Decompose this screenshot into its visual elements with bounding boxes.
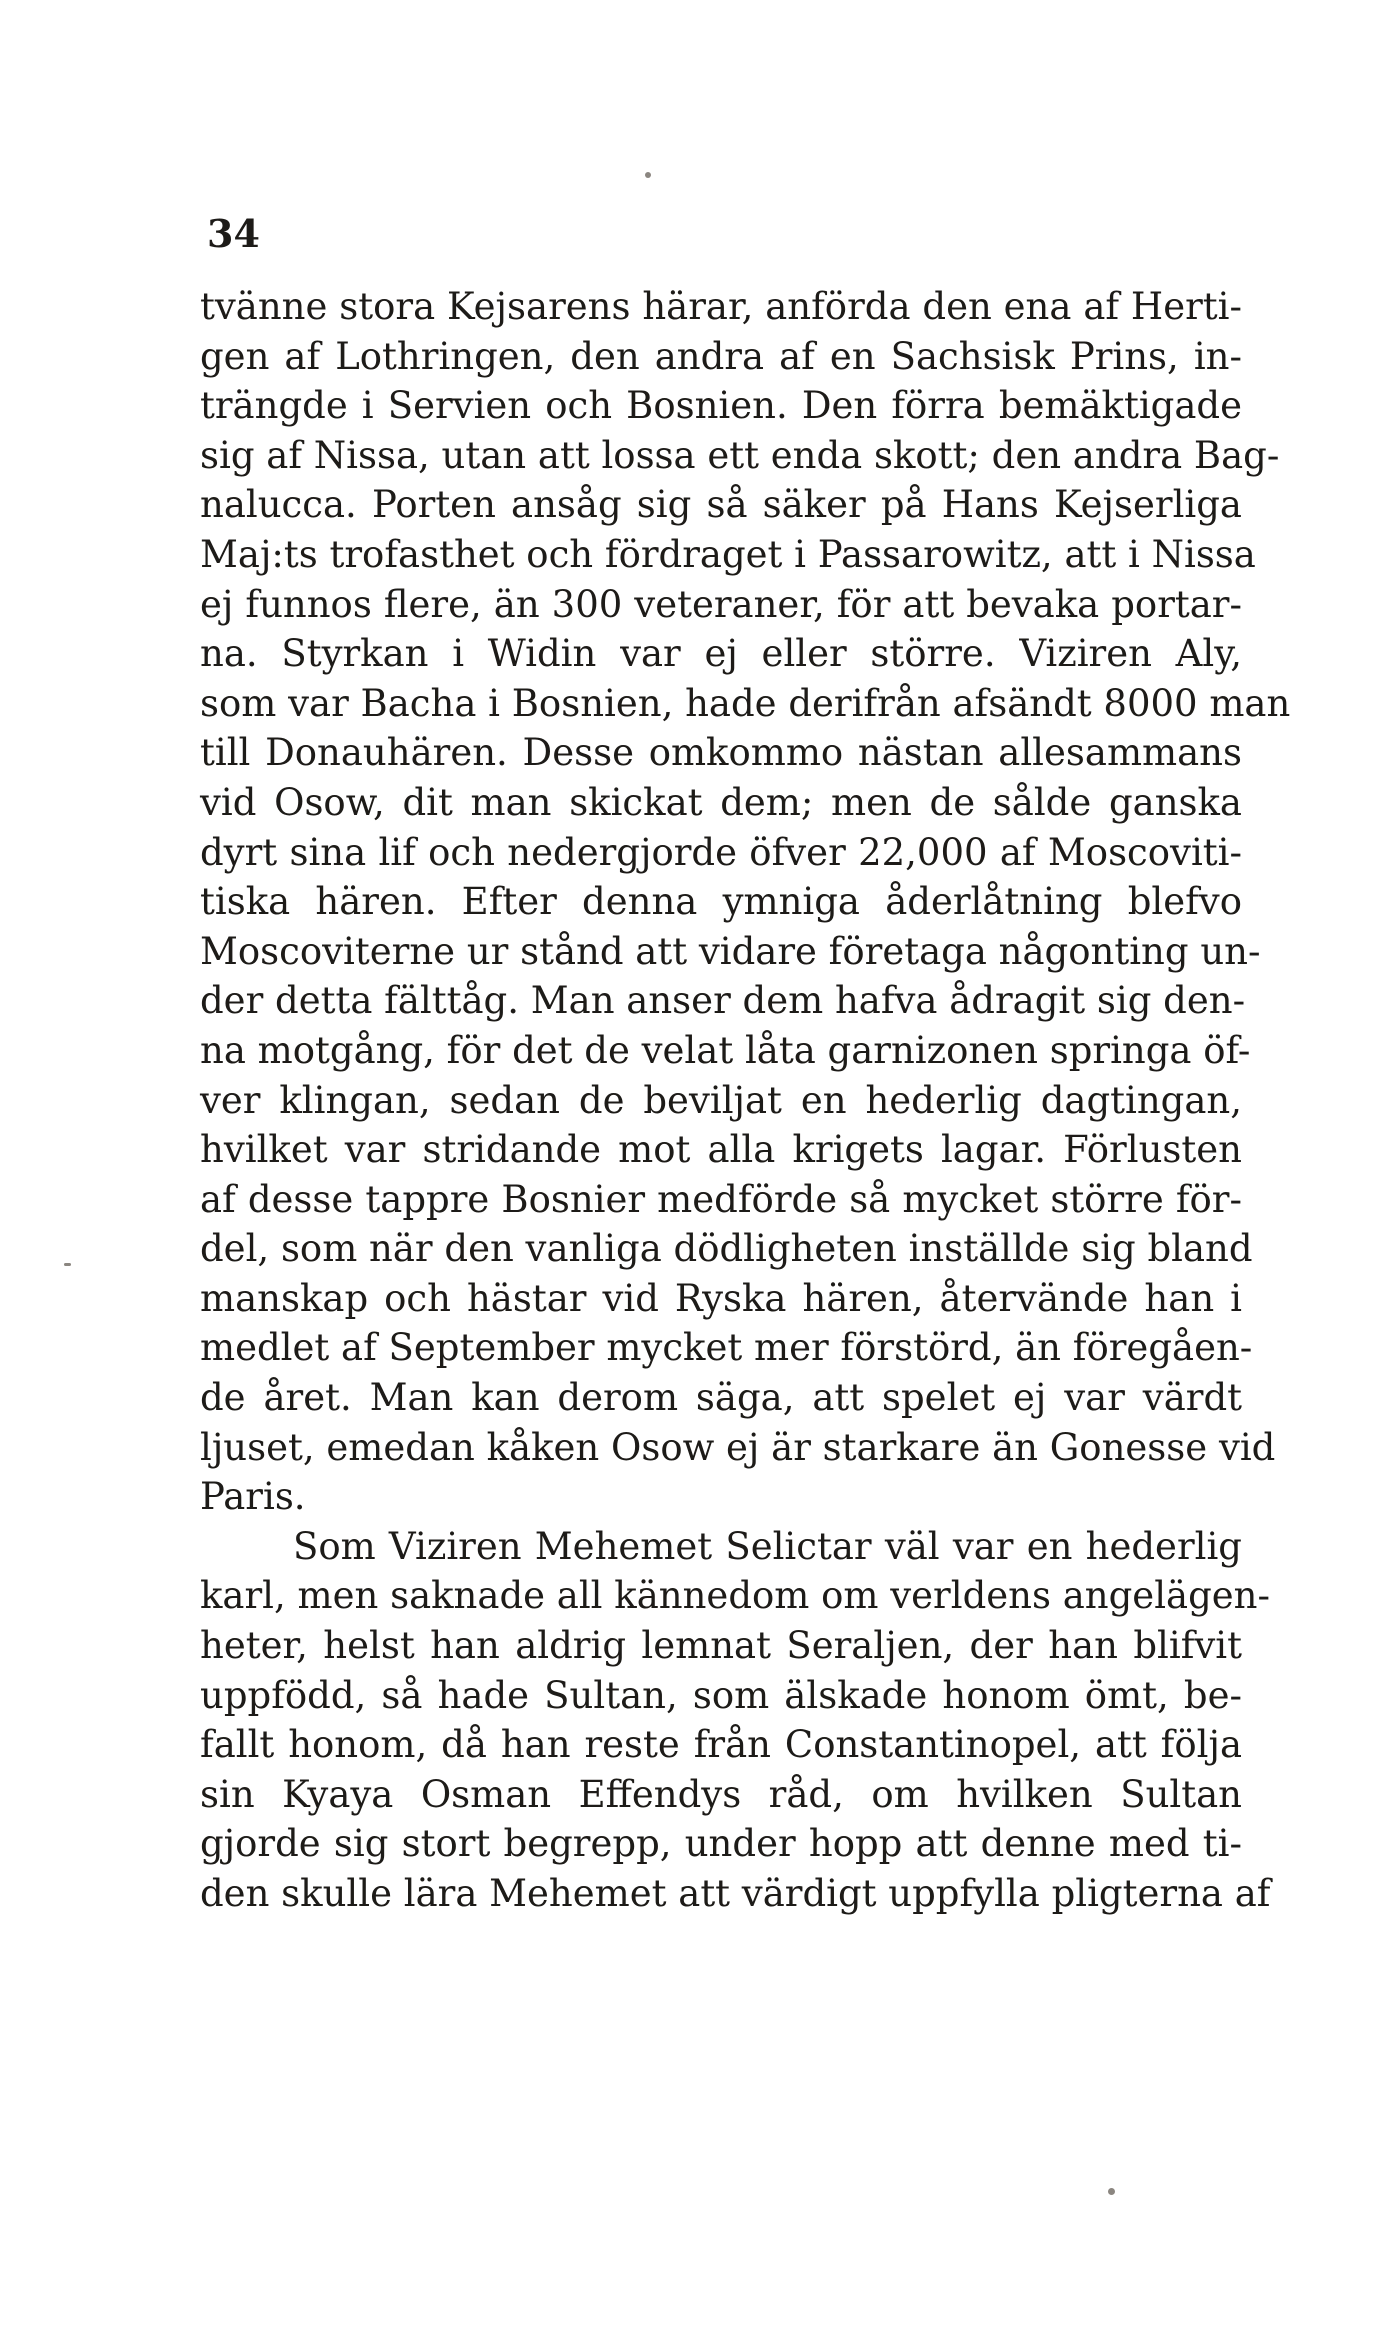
text-line: till Donauhären. Desse omkommo nästan allesammans bbox=[200, 731, 1242, 775]
text-line: medlet af September mycket mer förstörd, än föregåen- bbox=[200, 1326, 1253, 1370]
paragraph-1 bbox=[200, 282, 1291, 1522]
text-line: gen af Lothringen, den andra af en Sachsisk Prins, in- bbox=[200, 334, 1242, 378]
text-line: hvilket var stridande mot alla krigets lagar. Förlusten bbox=[200, 1128, 1242, 1172]
scan-speck bbox=[1108, 2188, 1115, 2195]
page-number: 34 bbox=[207, 211, 260, 256]
text-line: sig af Nissa, utan att lossa ett enda skott; den andra Bag- bbox=[200, 433, 1280, 477]
text-line: Som Viziren Mehemet Selictar väl var en hederlig bbox=[293, 1524, 1242, 1568]
text-line: manskap och hästar vid Ryska hären, återvände han i bbox=[200, 1276, 1242, 1320]
text-line: karl, men saknade all kännedom om verldens angelägen- bbox=[200, 1574, 1271, 1618]
scan-speck bbox=[645, 172, 651, 178]
text-line: na motgång, för det de velat låta garnizonen springa öf- bbox=[200, 1028, 1251, 1072]
text-line: ljuset, emedan kåken Osow ej är starkare än Gonesse vid bbox=[200, 1425, 1276, 1469]
text-line: na. Styrkan i Widin var ej eller större. Viziren Aly, bbox=[200, 632, 1242, 676]
text-line: fallt honom, då han reste från Constantinopel, att följa bbox=[200, 1723, 1242, 1767]
text-line: som var Bacha i Bosnien, hade derifrån afsändt 8000 man bbox=[200, 681, 1291, 725]
text-line: ver klingan, sedan de beviljat en hederlig dagtingan, bbox=[200, 1078, 1242, 1122]
text-line: sin Kyaya Osman Effendys råd, om hvilken Sultan bbox=[200, 1772, 1242, 1816]
text-line: nalucca. Porten ansåg sig så säker på Hans Kejserliga bbox=[200, 483, 1242, 527]
text-line: af desse tappre Bosnier medförde så mycket större för- bbox=[200, 1177, 1242, 1221]
text-line: gjorde sig stort begrepp, under hopp att denne med ti- bbox=[200, 1822, 1242, 1866]
text-line: trängde i Servien och Bosnien. Den förra bemäktigade bbox=[200, 384, 1242, 428]
text-line: Maj:ts trofasthet och fördraget i Passarowitz, att i Nissa bbox=[200, 532, 1256, 576]
text-line: Moscoviterne ur stånd att vidare företaga någonting un- bbox=[200, 929, 1261, 973]
text-line: der detta fälttåg. Man anser dem hafva ådragit sig den- bbox=[200, 979, 1246, 1023]
text-line: heter, helst han aldrig lemnat Seraljen, der han blifvit bbox=[200, 1624, 1242, 1668]
text-line: uppfödd, så hade Sultan, som älskade honom ömt, be- bbox=[200, 1673, 1242, 1717]
text-line: de året. Man kan derom säga, att spelet ej var värdt bbox=[200, 1376, 1242, 1420]
text-line: del, som när den vanliga dödligheten inställde sig bland bbox=[200, 1227, 1253, 1271]
body-text bbox=[200, 282, 1291, 1919]
text-line: den skulle lära Mehemet att värdigt uppfylla pligterna af bbox=[200, 1872, 1271, 1915]
text-line: Paris. bbox=[200, 1475, 306, 1519]
scan-speck bbox=[64, 1263, 71, 1266]
text-line: dyrt sina lif och nedergjorde öfver 22,000 af Moscoviti- bbox=[200, 830, 1242, 874]
text-line: tvänne stora Kejsarens härar, anförda den ena af Herti- bbox=[200, 285, 1242, 328]
text-line: vid Osow, dit man skickat dem; men de sålde ganska bbox=[200, 780, 1242, 824]
text-line: ej funnos flere, än 300 veteraner, för att bevaka portar- bbox=[200, 582, 1242, 626]
paragraph-2 bbox=[200, 1522, 1271, 1919]
text-line: tiska hären. Efter denna ymniga åderlåtning blefvo bbox=[200, 880, 1242, 924]
